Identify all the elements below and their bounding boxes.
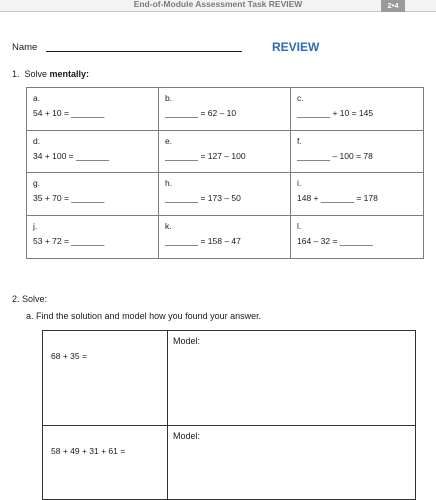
cell-letter: l.: [297, 220, 302, 231]
grid-cell-k[interactable]: [159, 216, 291, 259]
cell-letter: j.: [33, 220, 38, 231]
grid-cell-b[interactable]: [159, 88, 291, 131]
cell-expression: 54 + 10 = _______: [33, 108, 105, 118]
grid-cell-c[interactable]: [291, 88, 423, 131]
problem-2-expression: 58 + 49 + 31 + 61 =: [51, 446, 126, 456]
question-1-emphasis: mentally:: [49, 69, 90, 79]
cell-expression: _______ = 127 – 100: [165, 150, 246, 161]
cell-expression: _______ = 62 – 10: [165, 108, 237, 118]
question-2a-instruction: a. Find the solution and model how you found your answer.: [26, 311, 262, 321]
grid-cell-e[interactable]: [159, 131, 291, 174]
cell-expression: 148 + _______ = 178: [297, 193, 378, 203]
cell-expression: 35 + 70 = _______: [33, 193, 105, 203]
header-title: End-of-Module Assessment Task REVIEW: [133, 0, 303, 9]
cell-letter: g.: [33, 178, 41, 188]
grid-cell-g[interactable]: [27, 173, 159, 216]
cell-expression: 164 – 32 = _______: [297, 235, 373, 246]
problem-2-model-label: Model:: [173, 431, 201, 441]
cell-expression: 34 + 100 = _______: [33, 150, 110, 161]
question-2-title: 2. Solve:: [12, 294, 48, 304]
cell-letter: h.: [165, 178, 173, 188]
problem-1-model-area[interactable]: [168, 331, 416, 425]
mental-math-grid: [26, 87, 424, 259]
cell-expression: _______ – 100 = 78: [297, 150, 373, 161]
question-1-prefix: Solve: [24, 69, 50, 79]
grid-cell-d[interactable]: [27, 131, 159, 174]
problem-2-model-area[interactable]: [168, 426, 416, 500]
cell-letter: i.: [297, 178, 302, 188]
grid-cell-l[interactable]: [291, 216, 423, 259]
grid-cell-j[interactable]: [27, 216, 159, 259]
problem-1-model-label: Model:: [173, 336, 201, 346]
cell-expression: 53 + 72 = _______: [33, 235, 105, 246]
cell-expression: _______ = 158 – 47: [165, 235, 241, 246]
name-line[interactable]: [46, 51, 242, 52]
review-title: REVIEW: [272, 40, 320, 54]
cell-expression: _______ = 173 – 50: [165, 193, 241, 203]
page-header-bar: [0, 0, 436, 12]
model-table: [42, 330, 416, 500]
name-label: Name: [12, 42, 38, 53]
cell-letter: a.: [33, 93, 41, 103]
grid-cell-f[interactable]: [291, 131, 423, 174]
question-1-number: 1.: [12, 69, 20, 79]
question-1-title: [12, 69, 89, 79]
cell-letter: f.: [297, 135, 302, 146]
cell-letter: c.: [297, 93, 304, 103]
cell-letter: d.: [33, 135, 41, 146]
problem-1-expression: 68 + 35 =: [51, 351, 87, 361]
cell-letter: b.: [165, 93, 173, 103]
cell-letter: e.: [165, 135, 173, 146]
grid-cell-a[interactable]: [27, 88, 159, 131]
module-badge: 2•4: [381, 0, 405, 12]
grid-cell-i[interactable]: [291, 173, 423, 216]
cell-expression: _______ + 10 = 145: [297, 108, 374, 118]
cell-letter: k.: [165, 220, 172, 231]
grid-cell-h[interactable]: [159, 173, 291, 216]
